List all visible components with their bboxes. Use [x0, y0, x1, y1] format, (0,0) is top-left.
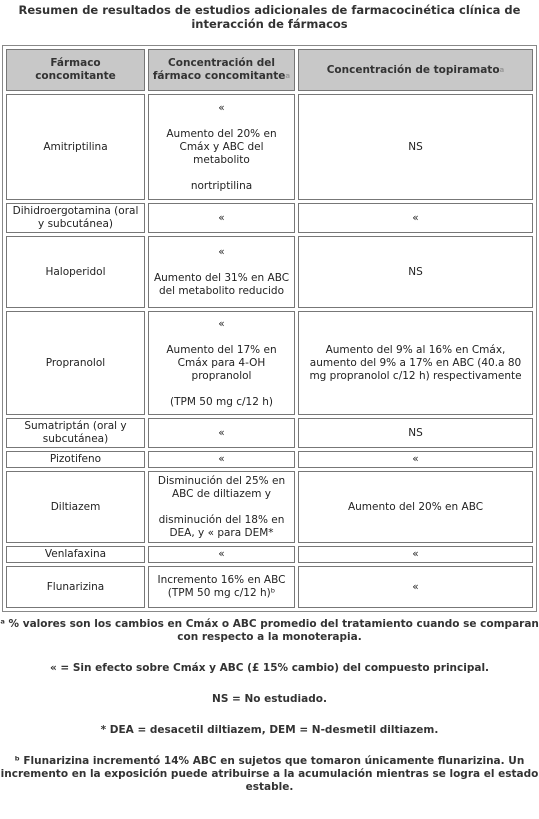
cell-line	[152, 501, 291, 514]
topiramate-concentration-cell: «	[298, 451, 533, 468]
table-row	[6, 418, 533, 448]
table-row	[6, 566, 533, 608]
concomitant-concentration-cell	[148, 418, 295, 448]
concomitant-concentration-cell	[148, 546, 295, 563]
topiramate-concentration-cell: Aumento del 20% en ABC	[298, 471, 533, 543]
cell-line: «	[218, 426, 225, 439]
cell-line: Disminución del 25% en ABC de diltiazem y	[157, 474, 286, 500]
cell-line: Aumento del 31% en ABC del metabolito reducido	[153, 272, 290, 297]
drug-name-cell: Haloperidol	[6, 236, 145, 308]
footnote-marker: a	[499, 65, 505, 74]
drug-name-cell: Amitriptilina	[6, 94, 145, 200]
drug-name-cell: Diltiazem	[6, 471, 145, 543]
table-row	[6, 546, 533, 563]
drug-name-cell: Propranolol	[6, 311, 145, 415]
drug-name-cell: Venlafaxina	[6, 546, 145, 563]
table-row	[6, 451, 533, 468]
cell-line	[152, 167, 291, 180]
concomitant-concentration-cell	[148, 566, 295, 608]
topiramate-concentration-cell: NS	[298, 418, 533, 448]
table-row	[6, 94, 533, 200]
concomitant-concentration-cell	[148, 471, 295, 543]
cell-line: Incremento 16% en ABC (TPM 50 mg c/12 h)ᵇ	[157, 574, 286, 599]
drug-name-cell: Pizotifeno	[6, 451, 145, 468]
footnote: NS = No estudiado.	[212, 693, 327, 705]
interaction-table	[2, 45, 537, 612]
table-row	[6, 236, 533, 308]
footnote: ᵇ Flunarizina incrementó 14% ABC en sujetos que tomaron únicamente flunarizina. Un incremento en la exposición puede atribuirse a la acumulación mientras se logra el estado estable.	[0, 755, 539, 793]
cell-line: nortriptilina	[190, 179, 253, 192]
concomitant-concentration-cell	[148, 311, 295, 415]
topiramate-concentration-cell: «	[298, 546, 533, 563]
cell-line	[152, 259, 291, 272]
concomitant-concentration-cell	[148, 203, 295, 233]
drug-name-cell: Dihidroergotamina (oral y subcutánea)	[6, 203, 145, 233]
table-row	[6, 311, 533, 415]
footnote: ᵃ % valores son los cambios en Cmáx o ABC promedio del tratamiento cuando se comparan con respecto a la monoterapia.	[0, 618, 539, 643]
table-header-row	[6, 49, 533, 91]
header-concomitant-concentration: Concentración del fármaco concomitante$^a$	[148, 49, 295, 91]
topiramate-concentration-cell: «	[298, 566, 533, 608]
cell-line	[152, 331, 291, 344]
cell-line: «	[218, 317, 225, 330]
cell-line: Aumento del 20% en Cmáx y ABC del metabolito	[166, 127, 277, 166]
cell-line: disminución del 18% en DEA, y « para DEM*	[158, 513, 285, 539]
page-title: Resumen de resultados de estudios adicionales de farmacocinética clínica de interacción de fármacos	[18, 3, 521, 31]
footnote: * DEA = desacetil diltiazem, DEM = N-desmetil diltiazem.	[100, 724, 439, 736]
cell-line: «	[218, 211, 225, 224]
cell-line	[152, 383, 291, 396]
cell-line	[152, 115, 291, 128]
drug-name-cell: Sumatriptán (oral y subcutánea)	[6, 418, 145, 448]
footnote-marker: a	[285, 72, 291, 80]
cell-line: «	[218, 453, 225, 465]
topiramate-concentration-cell: NS	[298, 94, 533, 200]
table-row	[6, 471, 533, 543]
cell-line: «	[218, 246, 225, 258]
cell-line: (TPM 50 mg c/12 h)	[170, 395, 273, 408]
footnotes	[0, 618, 539, 812]
cell-line: Aumento del 17% en Cmáx para 4-OH propranolol	[166, 343, 277, 382]
footnote: « = Sin efecto sobre Cmáx y ABC (£ 15% cambio) del compuesto principal.	[49, 662, 490, 674]
cell-line: «	[218, 101, 225, 114]
table-row	[6, 203, 533, 233]
header-concomitant-drug: Fármaco concomitante	[6, 49, 145, 91]
concomitant-concentration-cell	[148, 94, 295, 200]
topiramate-concentration-cell: «	[298, 203, 533, 233]
concomitant-concentration-cell	[148, 236, 295, 308]
topiramate-concentration-cell: NS	[298, 236, 533, 308]
topiramate-concentration-cell: Aumento del 9% al 16% en Cmáx, aumento del 9% a 17% en ABC (40.a 80 mg propranolol c/12 h) respectivamente	[298, 311, 533, 415]
cell-line: «	[218, 548, 225, 560]
concomitant-concentration-cell	[148, 451, 295, 468]
drug-name-cell: Flunarizina	[6, 566, 145, 608]
header-topiramate-concentration: Concentración de topiramato$^a$	[298, 49, 533, 91]
